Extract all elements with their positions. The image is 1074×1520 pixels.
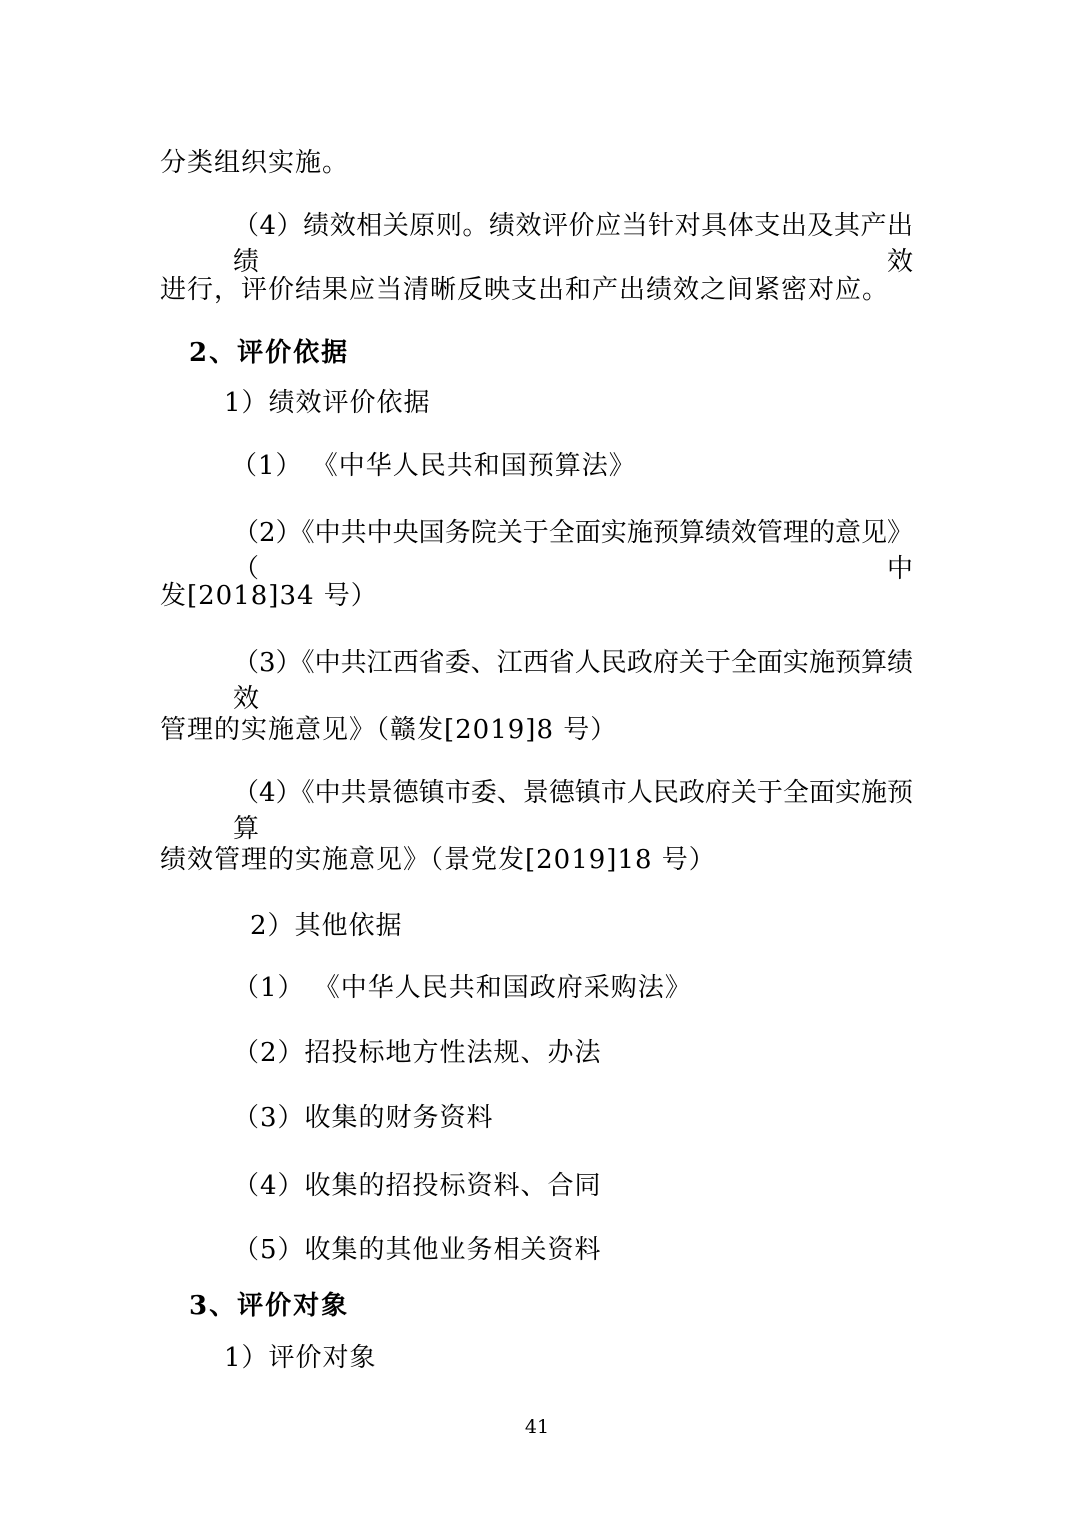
list-item: （4）收集的招投标资料、合同 <box>233 1171 602 1201</box>
list-item-continuation: 绩效管理的实施意见》（景党发[2019]18 号） <box>160 845 716 875</box>
list-item: （3）收集的财务资料 <box>233 1103 494 1133</box>
list-item: （1） 《中华人民共和国预算法》 <box>231 451 636 481</box>
paragraph-first-line: （4）绩效相关原则。绩效评价应当针对具体支出及其产出绩效 <box>233 211 913 277</box>
subsection-heading: 2）其他依据 <box>250 911 403 941</box>
list-item-continuation: 管理的实施意见》（赣发[2019]8 号） <box>160 715 618 745</box>
list-item-continuation: 发[2018]34 号） <box>160 581 378 611</box>
body-text-line: 进行，评价结果应当清晰反映支出和产出绩效之间紧密对应。 <box>160 275 890 305</box>
subsection-heading: 1）绩效评价依据 <box>224 388 431 418</box>
subsection-heading: 1）评价对象 <box>224 1343 377 1373</box>
list-item: （5）收集的其他业务相关资料 <box>233 1235 602 1265</box>
list-item: （1） 《中华人民共和国政府采购法》 <box>233 973 692 1003</box>
list-item-first-line: （4）《中共景德镇市委、景德镇市人民政府关于全面实施预算 <box>233 778 913 844</box>
section-heading-evaluation-basis: 2、评价依据 <box>189 338 350 368</box>
body-text-line: 分类组织实施。 <box>160 148 350 178</box>
section-heading-evaluation-object: 3、评价对象 <box>189 1291 350 1321</box>
list-item-first-line: （2）《中共中央国务院关于全面实施预算绩效管理的意见》（中 <box>233 518 913 584</box>
list-item: （2）招投标地方性法规、办法 <box>233 1038 602 1068</box>
page-number: 41 <box>524 1416 550 1438</box>
list-item-first-line: （3）《中共江西省委、江西省人民政府关于全面实施预算绩效 <box>233 648 913 714</box>
